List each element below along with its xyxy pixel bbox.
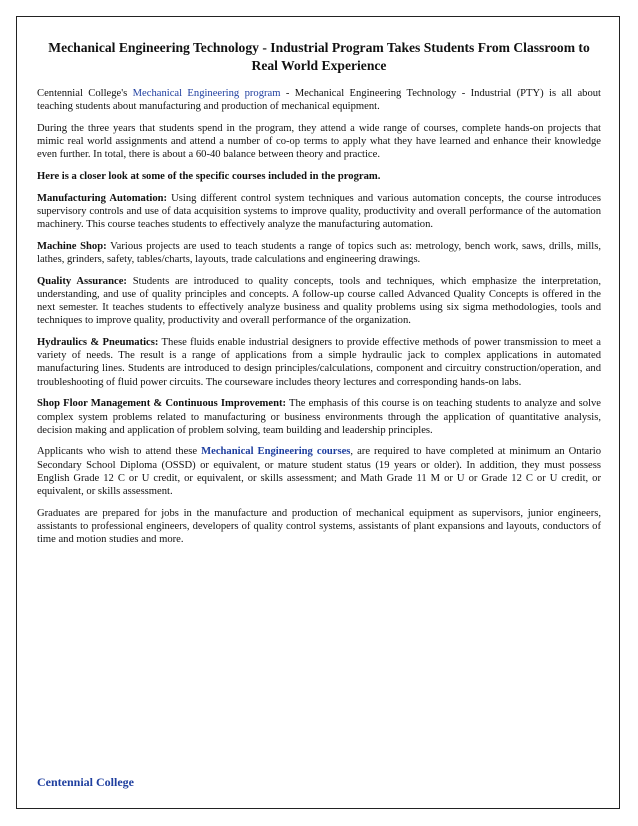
course-paragraph: [37, 397, 601, 437]
course-paragraph: [37, 240, 601, 266]
course-description: Various projects are used to teach students a range of topics such as: metrology, bench work, saws, drills, mills, lathes, grinders, safety, tables/charts, layouts, trade calculations and engineering drawings.: [37, 240, 602, 266]
course-name: Shop Floor Management & Continuous Improvement:: [37, 398, 287, 410]
course-paragraph: [37, 275, 601, 328]
course-paragraph: [37, 192, 601, 232]
document-page: [16, 16, 620, 809]
footer-college-name: Centennial College: [37, 775, 134, 789]
course-name: Quality Assurance:: [37, 275, 127, 287]
closer-look-heading: Here is a closer look at some of the specific courses included in the program.: [37, 171, 381, 183]
course-description: These fluids enable industrial designers to provide effective methods of power transmission to meet a variety of needs. The result is a range of applications from a simple hydraulic jack to complex applications in automated manufacturing lines. Students are introduced to design principles/calculations, component and circuitry construction/operation, and troubleshooting of fluid power circuits. The courseware includes theory lectures and corresponding hands-on labs.: [37, 337, 601, 388]
overview-paragraph: During the three years that students spend in the program, they attend a wide range of courses, complete hands-on projects that mimic real world assignments and attend a number of co-op terms to apply what they have learned and enhance their knowledge even further. In total, there is about a 60-40 balance between theory and practice.: [37, 122, 601, 161]
intro-paragraph: [37, 87, 601, 113]
admission-text-pre: Applicants who wish to attend these: [37, 446, 202, 458]
admission-text-post: , are required to have completed at minimum an Ontario Secondary School Diploma (OSSD) or equivalent, or mature student status (19 years or older). In addition, they must possess English Grade 12 C or U credit, or equivalent, or skills assessment; and Math Grade 11 M or U or Grade 12 C or U credit, or equivalent, or skills assessment.: [37, 446, 601, 498]
course-paragraph: [37, 336, 601, 389]
course-description: Using different control system techniques and various automation concepts, the course introduces supervisory controls and use of data acquisition systems to improve quality, productivity and overall performance of the automation machinery. This course teaches students to effectively analyze the manufacturing automation.: [37, 192, 601, 231]
intro-text-pre: Centennial College's: [37, 88, 133, 99]
mechanical-engineering-courses-link[interactable]: Mechanical Engineering courses: [201, 446, 351, 458]
document-title: Mechanical Engineering Technology - Industrial Program Takes Students From Classroom to Real World Experience: [48, 40, 590, 73]
course-name: Hydraulics & Pneumatics:: [37, 337, 159, 349]
intro-text-post: - Mechanical Engineering Technology - Industrial (PTY) is all about teaching students about manufacturing and production of mechanical equipment.: [37, 88, 601, 113]
course-name: Manufacturing Automation:: [37, 192, 168, 204]
course-name: Machine Shop:: [37, 240, 107, 252]
document-content: [37, 39, 601, 555]
admission-paragraph: [37, 445, 601, 498]
graduates-paragraph: Graduates are prepared for jobs in the manufacture and production of mechanical equipment as supervisors, junior engineers, assistants to professional engineers, developers of quality control systems, assistants of plant expansions and layouts, conductors of time and motion studies and more.: [37, 507, 601, 546]
mechanical-engineering-program-link[interactable]: Mechanical Engineering program: [132, 88, 281, 99]
course-description: The emphasis of this course is on teaching students to analyze and solve complex system problems related to manufacturing or business environments through the application of quantitative analysis, decision making and application of problem solving, team building and leadership principles.: [37, 398, 601, 436]
course-description: Students are introduced to quality concepts, tools and techniques, which emphasize the interpretation, understanding, and use of quality principles and concepts. A follow-up course called Advanced Quality Concepts is offered in the next semester. It teaches students to effectively analyze business and quality problems using six sigma methodologies, tools and techniques to improve quality, productivity and overall performance of the organization.: [37, 275, 601, 327]
